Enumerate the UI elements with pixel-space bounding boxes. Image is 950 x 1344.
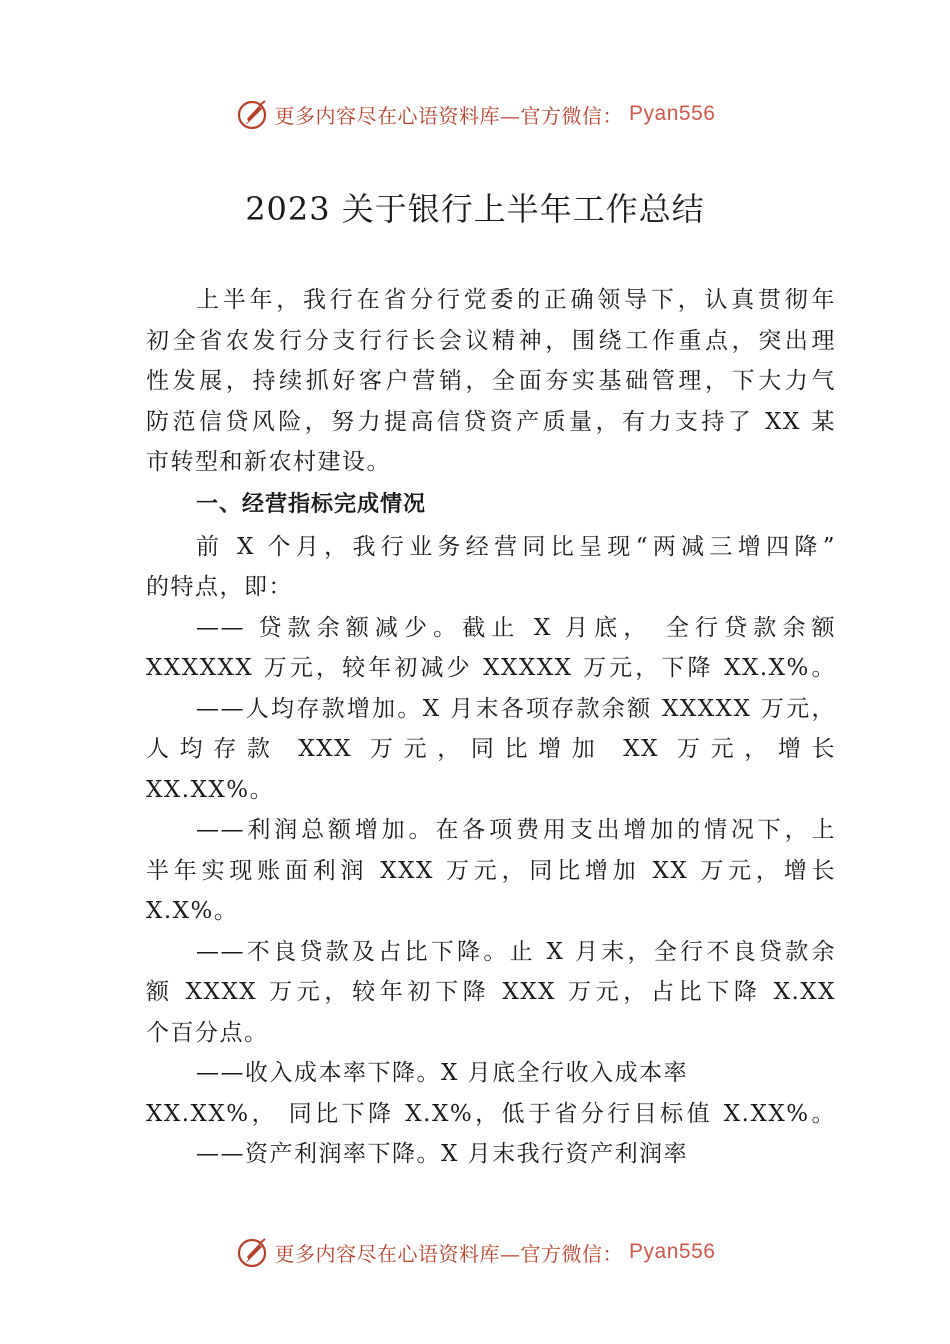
body-line: ——人均存款增加。X 月末各项存款余额 XXXXX 万元， bbox=[196, 695, 836, 722]
body-line: ——利润总额增加。在各项费用支出增加的情况下，上 bbox=[196, 817, 836, 843]
intro-line: 上半年，我行在省分行党委的正确领导下，认真贯彻年 bbox=[196, 287, 836, 313]
body-line: 额 XXXX 万元，较年初下降 XXX 万元，占比下降 X.XX bbox=[146, 979, 836, 1005]
section-heading: 一、经营指标完成情况 bbox=[196, 491, 427, 517]
body-line: XXXXXX 万元，较年初减少 XXXXX 万元，下降 XX.X%。 bbox=[146, 655, 836, 681]
intro-line: 性发展，持续抓好客户营销，全面夯实基础管理，下大力气 bbox=[146, 368, 836, 394]
body-line: 半年实现账面利润 XXX 万元，同比增加 XX 万元，增长 bbox=[146, 857, 836, 884]
body-line: XX.XX%， 同比下降 X.X%，低于省分行目标值 X.XX%。 bbox=[146, 1100, 836, 1127]
watermark-handle: Pyan556 bbox=[629, 102, 716, 125]
intro-line: 初全省农发行分支行行长会议精神，围绕工作重点，突出理 bbox=[146, 327, 836, 354]
body-line: —— 贷款余额减少。截止 X 月底， 全行贷款余额 bbox=[196, 614, 836, 641]
body-line: 的特点，即： bbox=[146, 574, 293, 600]
header-watermark bbox=[0, 94, 950, 134]
body-line: 人均存款 XXX 万元，同比增加 XX 万元，增长 bbox=[146, 736, 836, 762]
quill-seal-icon bbox=[235, 1235, 269, 1269]
body-line: ——收入成本率下降。X 月底全行收入成本率 bbox=[196, 1060, 689, 1086]
watermark-handle: Pyan556 bbox=[629, 1240, 716, 1263]
body-line: ——不良贷款及占比下降。止 X 月末，全行不良贷款余 bbox=[196, 938, 836, 965]
body-line: X.X%。 bbox=[146, 898, 239, 924]
watermark-text: 更多内容尽在心语资料库—官方微信： bbox=[274, 103, 624, 128]
body-line: ——资产利润率下降。X 月末我行资产利润率 bbox=[196, 1141, 689, 1167]
footer-watermark bbox=[0, 1232, 950, 1272]
body-line: 前 X 个月，我行业务经营同比呈现“两减三增四降” bbox=[196, 533, 836, 560]
intro-line: 防范信贷风险，努力提高信贷资产质量，有力支持了 XX 某 bbox=[146, 408, 836, 435]
body-line: 个百分点。 bbox=[146, 1019, 269, 1046]
watermark-text: 更多内容尽在心语资料库—官方微信： bbox=[274, 1241, 624, 1266]
document-body bbox=[146, 280, 836, 1175]
document-title: 2023 关于银行上半年工作总结 bbox=[245, 190, 705, 228]
quill-seal-icon bbox=[235, 97, 269, 131]
intro-line: 市转型和新农村建设。 bbox=[146, 449, 391, 475]
body-line: XX.XX%。 bbox=[146, 776, 275, 803]
